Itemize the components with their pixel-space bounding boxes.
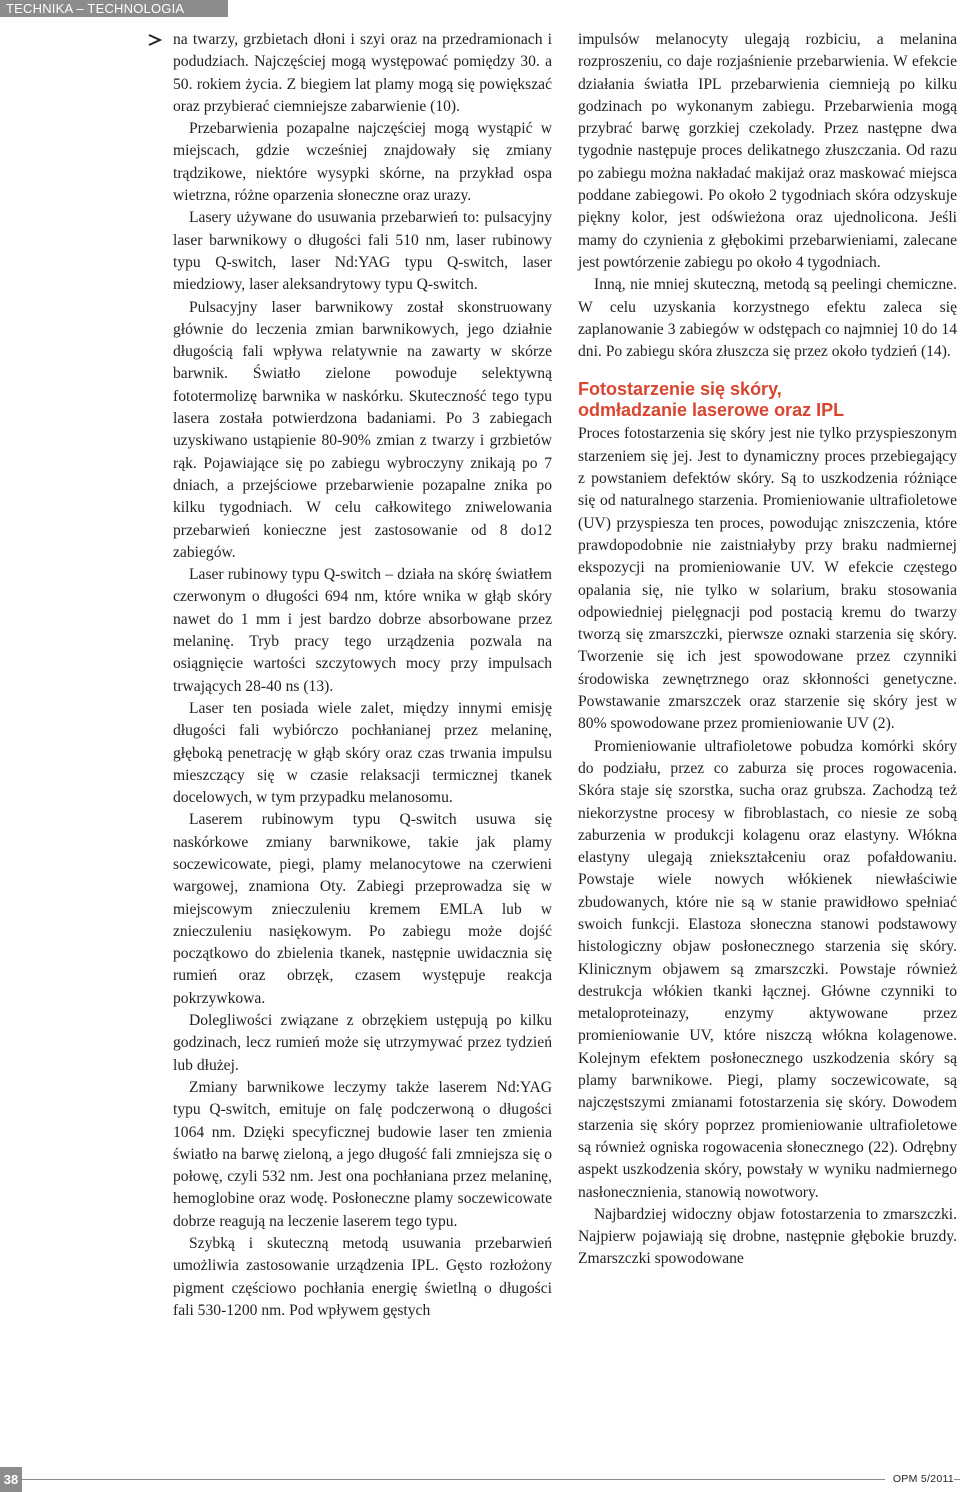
paragraph: Zmiany barwnikowe leczymy także laserem Nd:YAG typu Q-switch, emituje on falę podczerwoną o długości 1064 nm. Dzięki specyficznej budowie laser ten zmienia światło na barwę zieloną, a jego długość fali zmniejsza się o połowę, czyli 532 nm. Jest ona pochłaniana przez melaninę, hemoglobine oraz wodę. Posłoneczne plamy soczewicowate dobrze reagują na leczenie laserem tego typu. [173, 1078, 552, 1230]
section-heading [578, 379, 957, 421]
section-header-bar [0, 0, 228, 17]
paragraph: Pulsacyjny laser barwnikowy został skonstruowany głównie do leczenia zmian barwnikowych, jego działnie długością fali wpływa relatywnie na zawarty w skórze barwnik. Światło zielone powoduje selektywną fototermolizę barwnika w naskórku. Skuteczność tego typu lasera została potwierdzona badaniami. Po 3 zabiegach uzyskiwano ustąpienie 80-90% zmian z twarzy i grzbietów rąk. Pojawiające się po zabiegu wybroczyny znikają po 7 dniach, a przejściowe przebarwienie pozapalne znika po kilku tygodniach. W celu całkowitego zniwelowania przebarwień konieczne jest zastosowanie od 8 do12 zabiegów. [173, 298, 552, 561]
right-column [578, 29, 957, 1271]
paragraph: Proces fotostarzenia się skóry jest nie tylko przyspieszonym starzeniem się jej. Jest to dynamiczny proces przebiegający z powstaniem defektów skóry. Są to uszkodzenia różniące się od naturalnego starzenia. Promieniowanie ultrafioletowe (UV) przyspiesza ten proces, powodując zniszczenia, które prawdopodobnie nie zaistniałyby przy braku nadmiernej ekspozycji na promieniowanie UV. W efekcie częstego opalania się, nie tylko w solarium, braku stosowania odpowiedniej pielęgnacji pod postacią kremu do twarzy tworzą się zmarszczki, pierwsze oznaki starzenia się skóry. Tworzenie się ich jest spowodowane przez czynniki środowiska zewnętrznego oraz skłonności genetyczne. Powstawanie zmarszczek oraz starzenie się skóry jest w 80% spowodowane przez promieniowanie UV (2). [578, 425, 957, 733]
journal-issue: OPM 5/2011 [885, 1467, 954, 1492]
arrow-right-icon [148, 34, 162, 46]
section-heading-line: Fotostarzenie się skóry, [578, 379, 782, 400]
paragraph: Laser rubinowy typu Q-switch – działa na skórę światłem czerwonym o długości 694 nm, które wnika w głąb skóry nawet do 1 mm i jest bardzo dobrze absorbowane przez melaninę. Tryb pracy tego urządzenia pozwala na osiągnięcie wartości szczytowych mocy przy impulsach trwających 28-40 ns (13). [173, 566, 552, 695]
paragraph: Najbardziej widoczny objaw fotostarzenia to zmarszczki. Najpierw pojawiają się drobne, następnie głębokie bruzdy. Zmarszczki spowodowane [578, 1205, 957, 1268]
paragraph: Promieniowanie ultrafioletowe pobudza komórki skóry do podziału, przez co zaburza się proces rogowacenia. Skóra staje się szorstka, sucha oraz grubsza. Zachodzą też niekorzystne procesy w fibroblastach, co niesie ze sobą zaburzenia w produkcji kolagenu oraz elastyny. Włókna elastyny ulegają zniekształceniu oraz pofałdowaniu. Powstaje wiele nowych włókienek niewłaściwie zbudowanych, które nie są w stanie prawidłowo spełniać swoich funkcji. Elastoza słoneczna stanowi podstawowy histologiczny objaw posłonecznego starzenia się skóry. Klinicznym objawem są zmarszczki. Powstaje również destrukcja włókien tkanki łącznej. Główne czynniki to metaloproteinazy, enzymy aktywowane przez promieniowanie UV, które niszczą włókna kolagenowe. Kolejnym efektem posłonecznego uszkodzenia skóry są plamy barwnikowe. Piegi, plamy soczewicowate, są najczęstszymi zmianami fotostarzenia się skóry. Dowodem starzenia się skóry poprzez promieniowanie ultrafioletowe są również ogniska rogowacenia słonecznego (22). Odrębny aspekt uszkodzenia skóry, powstały w wyniku nadmiernego nasłonecznienia, stanowią nowotwory. [578, 737, 957, 1201]
paragraph: Dolegliwości związane z obrzękiem ustępują po kilku godzinach, lecz rumień może się utrzymywać przez tydzień lub dłużej. [173, 1012, 552, 1074]
section-header-label: TECHNIKA – TECHNOLOGIA [6, 1, 185, 16]
left-column [173, 29, 552, 1322]
paragraph: Przebarwienia pozapalne najczęściej mogą wystąpić w miejscach, gdzie wcześniej znajdowały się zmiany trądzikowe, niektóre wysypki skórne, na przykład ospa wietrzna, różne oparzenia słoneczne oraz urazy. [173, 120, 552, 205]
paragraph: Laser ten posiada wiele zalet, między innymi emisję długości fali wybiórczo pochłanianej przez melaninę, głęboką penetrację w głąb skóry oraz czas trwania impulsu mieszczący się w czasie relaksacji termicznej tkanek docelowych, w tym przypadku melanosomu. [173, 699, 552, 807]
paragraph: Szybką i skuteczną metodą usuwania przebarwień umożliwia zastosowanie urządzenia IPL. Gęsto rozłożony pigment częściowo pochłania energię świetlną o długości fali 530-1200 nm. Pod wpływem gęstych [173, 1235, 552, 1319]
paragraph: Lasery używane do usuwania przebarwień to: pulsacyjny laser barwnikowy o długości fali 510 nm, laser rubinowy typu Q-switch, laser Nd:YAG typu Q-switch, laser miedziowy, laser aleksandrytowy typu Q-switch. [173, 209, 552, 294]
section-heading-line: odmładzanie laserowe oraz IPL [578, 400, 845, 421]
paragraph: impulsów melanocyty ulegają rozbiciu, a melanina rozproszeniu, co daje rozjaśnienie przebarwienia. W efekcie działania światła IPL przebarwienia ciemnieją po kilku godzinach po wykonanym zabiegu. Przebarwienia mogą przybrać barwę gorzkiej czekolady. Przez następne dwa tygodnie następuje proces delikatnego złuszczania. Od razu po zabiegu można nakładać makijaż oraz maskować miejsca poddane zabiegowi. Po około 2 tygodniach skóra odzyskuje piękny kolor, jest odświeżona oraz ujednolicona. Jeśli mamy do czynienia z głębokimi przebarwieniami, zalecane jest powtórzenie zabiegu po około 4 tygodniach. [578, 31, 957, 271]
paragraph: na twarzy, grzbietach dłoni i szyi oraz na przedramionach i podudziach. Najczęściej mogą występować pomiędzy 30. a 50. rokiem życia. Z biegiem lat plamy mogą się powiększać oraz przybierać ciemniejsze zabarwienie (10). [173, 31, 552, 115]
paragraph: Laserem rubinowym typu Q-switch usuwa się naskórkowe zmiany barwnikowe, takie jak plamy soczewicowate, piegi, plamy melanocytowe na czerwieni wargowej, znamiona Oty. Zabiegi przeprowadza się w miejscowym znieczuleniu kremem EMLA lub w znieczuleniu nasiękowym. Po zabiegu może dojść początkowo do zbielenia tkanek, następnie uwidacznia się rumień oraz obrzęk, czasem występuje reakcja pokrzywkowa. [173, 811, 552, 1007]
footer-divider [22, 1479, 960, 1480]
page-number: 38 [0, 1467, 22, 1492]
paragraph: Inną, nie mniej skuteczną, metodą są peelingi chemiczne. W celu uzyskania korzystnego efektu zaleca się zaplanowanie 3 zabiegów w odstępach co najmniej 10 do 14 dni. Po zabiegu skóra złuszcza się przez około tydzień (14). [578, 276, 957, 361]
